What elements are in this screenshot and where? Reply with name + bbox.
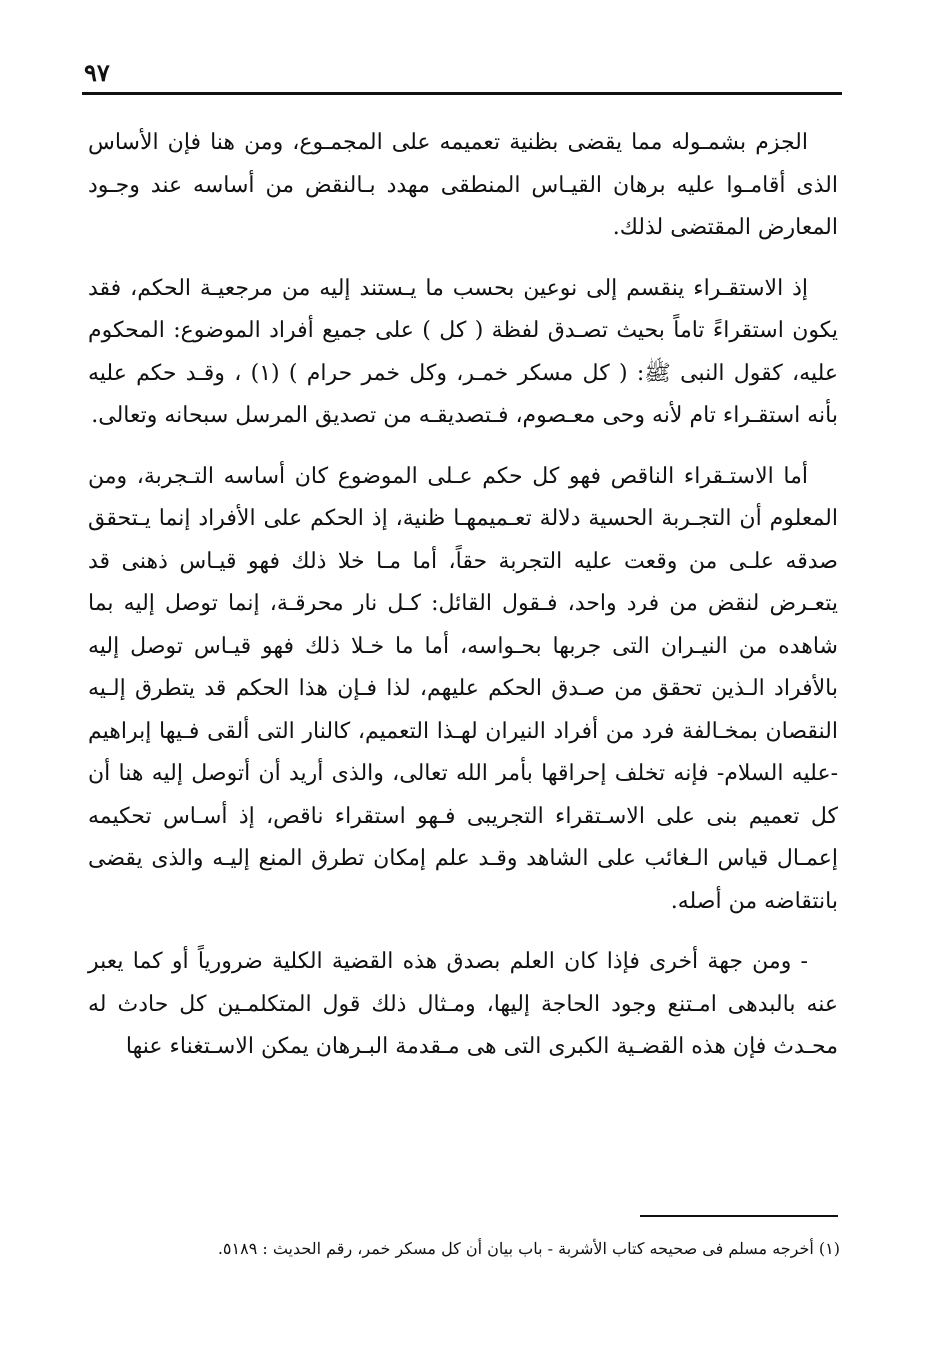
body-text [88,122,838,1087]
paragraph-4: - ومن جهة أخرى فإذا كان العلم بصدق هذه القضية الكلية ضرورياً أو كما يعبر عنه بالبدهى امـتنع وجود الحاجة إليها، ومـثال ذلك قول المتكلمـين كل حادث له محـدث فإن هذه القضـية الكبرى التى هى مـقدمة البـرهان يمكن الاسـتغناء عنها [88,949,838,1059]
footnote: (١) أخرجه مسلم فى صحيحه كتاب الأشربة - باب بيان أن كل مسكر خمر، رقم الحديث : ٥١٨٩. [217,1239,840,1258]
page-number: ٩٧ [84,58,110,87]
footnote-rule [640,1215,838,1217]
paragraph-1: الجزم بشمـوله مما يقضى بظنية تعميمه على المجمـوع، ومن هنا فإن الأساس الذى أقامـوا عليه برهان القيـاس المنطقى مهدد بـالنقض من أساسه عند وجـود المعارض المقتضى لذلك. [88,130,838,240]
paragraph-3: أما الاستـقراء الناقص فهو كل حكم عـلى الموضوع كان أساسه التـجربة، ومن المعلوم أن التجـربة الحسية دلالة تعـميمهـا ظنية، إذ الحكم على الأفراد إنما يـتحقق صدقه علـى من وقعت عليه التجربة حقاً، أما مـا خلا ذلك فهو قيـاس ذهنى قد يتعـرض لنقض من فرد واحد، فـقول القائل: كـل نار محرقـة، إنما توصل إليه بما شاهده من النيـران التى جربها بحـواسه، أما ما خـلا ذلك فهو قيـاس توصل إليه بالأفراد الـذين تحقق من صـدق الحكم عليهم، لذا فـإن هذا الحكم قد يتطرق إلـيه النقصان بمخـالفة فرد من أفراد النيران لهـذا التعميم، كالنار التى ألقى فـيها إبراهيم -عليه السلام- فإنه تخلف إحراقها بأمر الله تعالى، والذى أريد أن أتوصل إليه هنا أن كل تعميم بنى على الاسـتقراء التجريبى فـهو استقراء ناقص، إذ أسـاس تحكيمه إعمـال قياس الـغائب على الشاهد وقـد علم إمكان تطرق المنع إليـه والذى يقضى بانتقاضه من أصله. [88,463,838,914]
paragraph-2: إذ الاستقـراء ينقسم إلى نوعين بحسب ما يـستند إليه من مرجعيـة الحكم، فقد يكون استقراءً تاماً بحيث تصـدق لفظة ( كل ) على جميع أفراد الموضوع: المحكوم عليه، كقول النبى ﷺ: ( كل مسكر خمـر، وكل خمر حرام ) (١) ، وقـد حكم عليه بأنه استقـراء تام لأنه وحى معـصوم، فـتصديقـه من تصديق المرسل سبحانه وتعالى. [88,275,838,428]
header-rule [82,92,842,95]
